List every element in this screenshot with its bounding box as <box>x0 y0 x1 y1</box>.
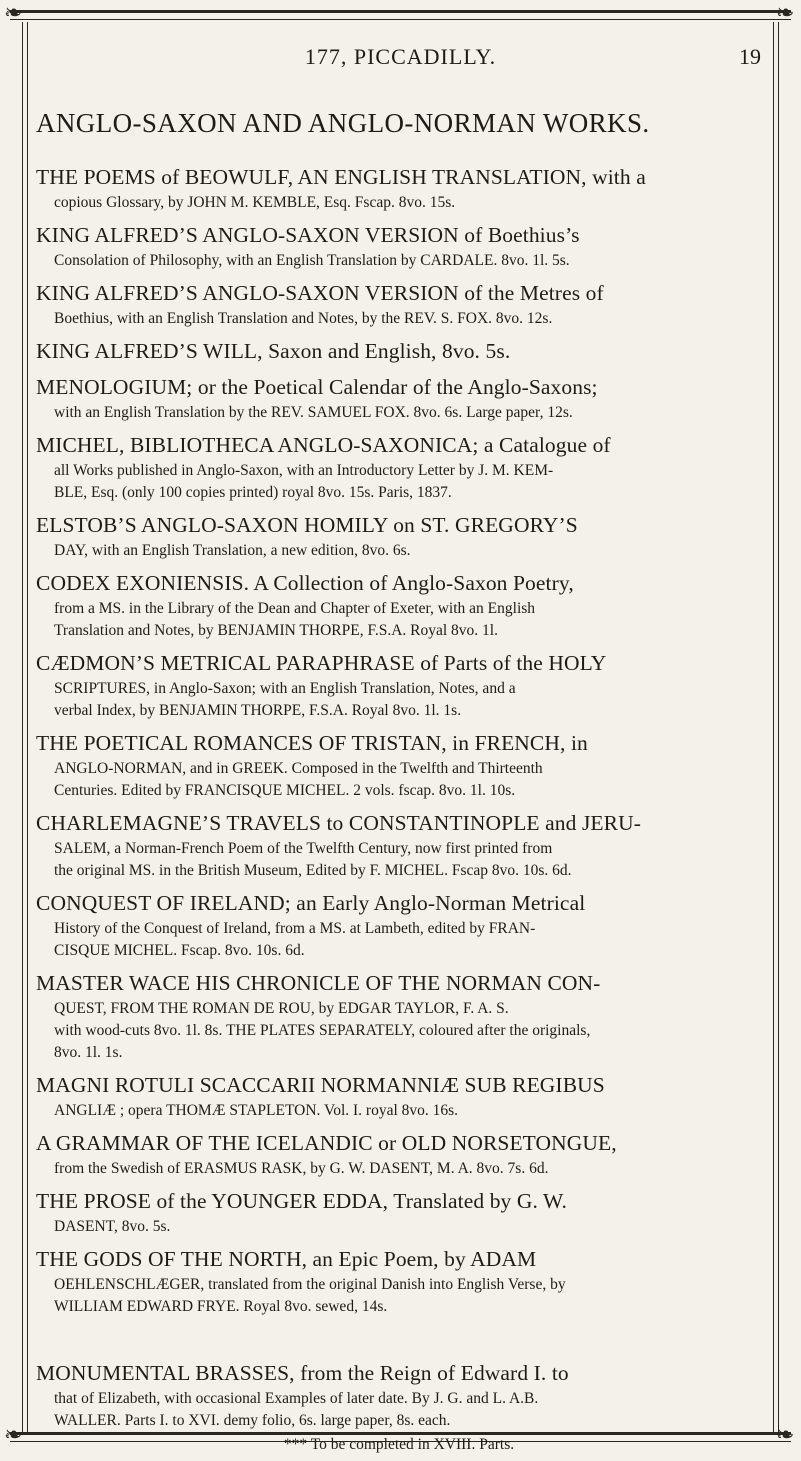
entry-heading: CONQUEST OF IRELAND; an Early Anglo-Norman Metrical <box>36 891 586 915</box>
entry-heading: THE POEMS of BEOWULF, AN ENGLISH TRANSLATION, with a <box>36 165 646 189</box>
catalogue-entries <box>36 162 762 1456</box>
entry-description-line: 8vo. 1l. 1s. <box>54 1044 123 1061</box>
entry-description-line: CISQUE MICHEL. Fscap. 8vo. 10s. 6d. <box>54 942 305 959</box>
entry-heading: THE POETICAL ROMANCES OF TRISTAN, in FRENCH, in <box>36 731 588 755</box>
entry-description-line: OEHLENSCHLÆGER, translated from the original Danish into English Verse, by <box>54 1276 566 1293</box>
catalogue-entry <box>36 728 762 802</box>
entry-description-line: BLE, Esq. (only 100 copies printed) royal 8vo. 15s. Paris, 1837. <box>54 484 452 501</box>
entry-description-line: from the Swedish of ERASMUS RASK, by G. W. DASENT, M. A. 8vo. 7s. 6d. <box>54 1160 549 1177</box>
entry-description-line: History of the Conquest of Ireland, from a MS. at Lambeth, edited by FRAN- <box>54 920 536 937</box>
entry-heading: THE PROSE of the YOUNGER EDDA, Translated by G. W. <box>36 1189 567 1213</box>
catalogue-entry <box>36 808 762 882</box>
right-border-rule <box>773 22 779 1432</box>
entry-heading: MENOLOGIUM; or the Poetical Calendar of the Anglo-Saxons; <box>36 375 598 399</box>
entry-description-line: that of Elizabeth, with occasional Examples of later date. By J. G. and L. A.B. <box>54 1390 539 1407</box>
entry-heading: CODEX EXONIENSIS. A Collection of Anglo-Saxon Poetry, <box>36 571 574 595</box>
entry-heading: MICHEL, BIBLIOTHECA ANGLO-SAXONICA; a Catalogue of <box>36 433 611 457</box>
left-border-rule <box>22 22 28 1432</box>
entry-heading: KING ALFRED’S ANGLO-SAXON VERSION of the Metres of <box>36 281 604 305</box>
catalogue-entry <box>36 162 762 214</box>
entry-description-line: QUEST, FROM THE ROMAN DE ROU, by EDGAR TAYLOR, F. A. S. <box>54 1000 509 1017</box>
page-title: ANGLO-SAXON AND ANGLO-NORMAN WORKS. <box>36 108 650 138</box>
catalogue-entry <box>36 1244 762 1318</box>
corner-ornament-icon: ❧ <box>776 1422 795 1447</box>
entry-description-line: DAY, with an English Translation, a new edition, 8vo. 6s. <box>54 542 411 559</box>
catalogue-entry <box>36 1128 762 1180</box>
entry-description-line: SALEM, a Norman-French Poem of the Twelfth Century, now first printed from <box>54 840 553 857</box>
entry-heading: ELSTOB’S ANGLO-SAXON HOMILY on ST. GREGORY’S <box>36 513 578 537</box>
corner-ornament-icon: ❧ <box>776 0 795 25</box>
catalogue-entry <box>36 1186 762 1238</box>
catalogue-entry <box>36 336 762 366</box>
entry-description-line: all Works published in Anglo-Saxon, with an Introductory Letter by J. M. KEM- <box>54 462 554 479</box>
completion-notice: *** To be completed in XVIII. Parts. <box>283 1436 515 1453</box>
entry-description-line: SCRIPTURES, in Anglo-Saxon; with an English Translation, Notes, and a <box>54 680 516 697</box>
catalogue-entry <box>36 430 762 504</box>
entry-heading: MAGNI ROTULI SCACCARII NORMANNIÆ SUB REGIBUS <box>36 1073 605 1097</box>
entry-description-line: from a MS. in the Library of the Dean and Chapter of Exeter, with an English <box>54 600 536 617</box>
entry-heading: MONUMENTAL BRASSES, from the Reign of Edward I. to <box>36 1361 569 1385</box>
entry-heading: CÆDMON’S METRICAL PARAPHRASE of Parts of the HOLY <box>36 651 607 675</box>
catalogue-entry <box>36 1070 762 1122</box>
entry-description-line: Translation and Notes, by BENJAMIN THORPE, F.S.A. Royal 8vo. 1l. <box>54 622 498 639</box>
entry-description-line: Centuries. Edited by FRANCISQUE MICHEL. 2 vols. fscap. 8vo. 1l. 10s. <box>54 782 516 799</box>
entry-description-line: WILLIAM EDWARD FRYE. Royal 8vo. sewed, 14s. <box>54 1298 388 1315</box>
entry-description-line: copious Glossary, by JOHN M. KEMBLE, Esq. Fscap. 8vo. 15s. <box>54 194 456 211</box>
catalogue-entry <box>36 648 762 722</box>
catalogue-entry <box>36 220 762 272</box>
entry-description-line: the original MS. in the British Museum, Edited by F. MICHEL. Fscap 8vo. 10s. 6d. <box>54 862 572 879</box>
entry-heading: KING ALFRED’S ANGLO-SAXON VERSION of Boethius’s <box>36 223 580 247</box>
entry-description-line: ANGLO-NORMAN, and in GREEK. Composed in the Twelfth and Thirteenth <box>54 760 543 777</box>
corner-ornament-icon: ❧ <box>4 1422 23 1447</box>
entry-description-line: verbal Index, by BENJAMIN THORPE, F.S.A. Royal 8vo. 1l. 1s. <box>54 702 462 719</box>
entry-description-line: ANGLIÆ ; opera THOMÆ STAPLETON. Vol. I. royal 8vo. 16s. <box>54 1102 459 1119</box>
entry-heading: KING ALFRED’S WILL, Saxon and English, 8vo. 5s. <box>36 339 511 363</box>
top-border-rule <box>10 10 791 20</box>
corner-ornament-icon: ❧ <box>4 0 23 25</box>
catalogue-entry <box>36 968 762 1064</box>
catalogue-entry <box>36 278 762 330</box>
entry-heading: MASTER WACE HIS CHRONICLE OF THE NORMAN CON- <box>36 971 601 995</box>
entry-description-line: WALLER. Parts I. to XVI. demy folio, 6s. large paper, 8s. each. <box>54 1412 451 1429</box>
entry-description-line: with wood-cuts 8vo. 1l. 8s. THE PLATES SEPARATELY, coloured after the originals, <box>54 1022 591 1039</box>
entry-description-line: with an English Translation by the REV. SAMUEL FOX. 8vo. 6s. Large paper, 12s. <box>54 404 573 421</box>
catalogue-entry <box>36 372 762 424</box>
entry-heading: THE GODS OF THE NORTH, an Epic Poem, by ADAM <box>36 1247 537 1271</box>
entry-description-line: Consolation of Philosophy, with an English Translation by CARDALE. 8vo. 1l. 5s. <box>54 252 570 269</box>
page-number: 19 <box>739 44 761 69</box>
catalogue-entry <box>36 510 762 562</box>
entry-description-line: Boethius, with an English Translation and Notes, by the REV. S. FOX. 8vo. 12s. <box>54 310 553 327</box>
entry-description-line: DASENT, 8vo. 5s. <box>54 1218 171 1235</box>
running-header-address: 177, PICCADILLY. <box>304 44 497 69</box>
entry-heading: CHARLEMAGNE’S TRAVELS to CONSTANTINOPLE and JERU- <box>36 811 641 835</box>
catalogue-entry <box>36 568 762 642</box>
catalogue-entry <box>36 1358 762 1432</box>
entry-heading: A GRAMMAR OF THE ICELANDIC or OLD NORSETONGUE, <box>36 1131 617 1155</box>
catalogue-entry <box>36 888 762 962</box>
